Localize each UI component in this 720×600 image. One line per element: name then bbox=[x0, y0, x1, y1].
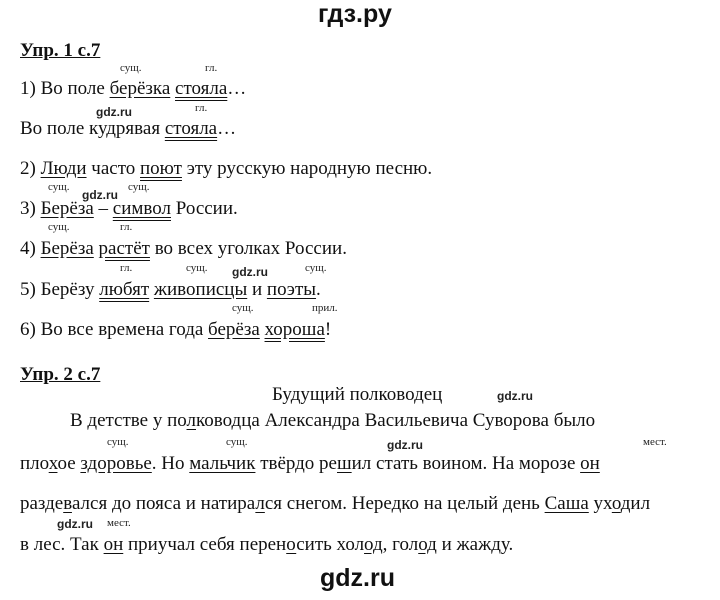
pos-label: гл. bbox=[120, 262, 133, 274]
sentence-line: 2) Люди часто поют эту русскую народную песню. bbox=[20, 158, 433, 179]
watermark: gdz.ru bbox=[96, 105, 132, 119]
pos-label: сущ. bbox=[48, 181, 70, 193]
sentence-line: 6) Во все времена года берёза хороша! bbox=[20, 319, 332, 340]
pos-label: сущ. bbox=[226, 436, 248, 448]
pos-label: прил. bbox=[312, 302, 338, 314]
text-line: В детстве у полководца Александра Васильевича Суворова было bbox=[70, 410, 596, 431]
pos-label: сущ. bbox=[128, 181, 150, 193]
pos-label: сущ. bbox=[48, 221, 70, 233]
sentence-line: 5) Берёзу любят живописцы и поэты. bbox=[20, 279, 321, 300]
sentence-line: 3) Берёза – символ России. bbox=[20, 198, 238, 219]
sentence-line: 4) Берёза растёт во всех уголках России. bbox=[20, 238, 347, 259]
text-line: раздевался до пояса и натирался снегом. Нередко на целый день Саша уходил bbox=[20, 493, 651, 514]
pos-label: гл. bbox=[195, 102, 208, 114]
footer-logo: gdz.ru bbox=[320, 564, 395, 592]
pos-label: сущ. bbox=[107, 436, 129, 448]
site-logo: гдз.ру bbox=[318, 0, 392, 28]
sentence-line: 1) Во поле берёзка стояла… bbox=[20, 78, 247, 99]
text-title: Будущий полководец bbox=[272, 384, 443, 405]
watermark: gdz.ru bbox=[497, 389, 533, 403]
exercise-2-heading: Упр. 2 с.7 bbox=[20, 364, 101, 385]
watermark: gdz.ru bbox=[82, 188, 118, 202]
text-line: в лес. Так он приучал себя переносить холод, голод и жажду. bbox=[20, 534, 514, 555]
watermark: gdz.ru bbox=[232, 265, 268, 279]
text-line: плохое здоровье. Но мальчик твёрдо решил стать воином. На морозе он bbox=[20, 453, 600, 474]
pos-label: гл. bbox=[120, 221, 133, 233]
pos-label: сущ. bbox=[120, 62, 142, 74]
watermark: gdz.ru bbox=[57, 517, 93, 531]
pos-label: сущ. bbox=[305, 262, 327, 274]
pos-label: гл. bbox=[205, 62, 218, 74]
pos-label: мест. bbox=[643, 436, 667, 448]
pos-label: мест. bbox=[107, 517, 131, 529]
watermark: gdz.ru bbox=[387, 438, 423, 452]
exercise-1-heading: Упр. 1 с.7 bbox=[20, 40, 101, 61]
pos-label: сущ. bbox=[232, 302, 254, 314]
sentence-line: Во поле кудрявая стояла… bbox=[20, 118, 237, 139]
pos-label: сущ. bbox=[186, 262, 208, 274]
